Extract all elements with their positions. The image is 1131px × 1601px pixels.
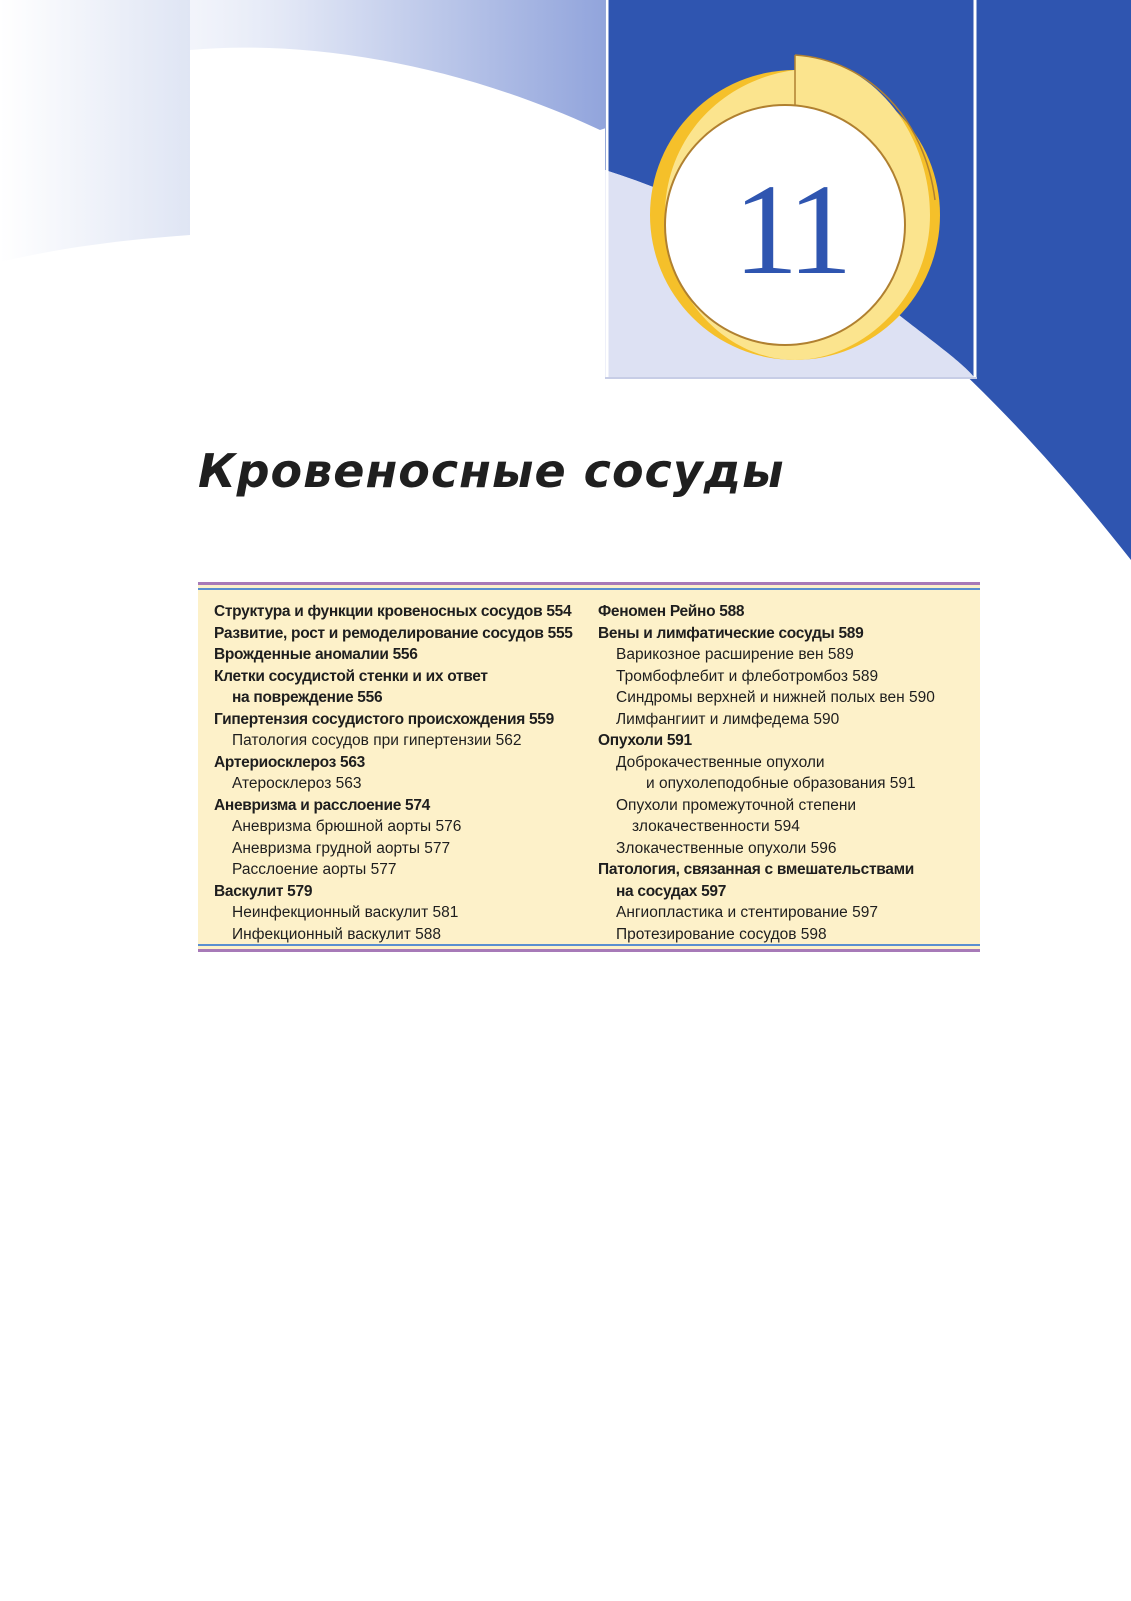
toc-entry: Расслоение аорты 577 bbox=[232, 861, 397, 878]
chapter-title: Кровеносные сосуды bbox=[198, 444, 785, 498]
toc-entry: Вены и лимфатические сосуды 589 bbox=[598, 624, 864, 642]
table-of-contents bbox=[198, 582, 980, 952]
toc-entry: Аневризма грудной аорты 577 bbox=[232, 839, 451, 857]
toc-entry: злокачественности 594 bbox=[632, 818, 800, 835]
toc-entry: Аневризма и расслоение 574 bbox=[214, 796, 430, 814]
toc-entry: Злокачественные опухоли 596 bbox=[616, 839, 837, 857]
toc-entry: Развитие, рост и ремоделирование сосудов 555 bbox=[214, 624, 573, 642]
toc-entry: Атеросклероз 563 bbox=[232, 775, 362, 792]
toc-entry: Феномен Рейно 588 bbox=[598, 603, 745, 620]
toc-entry: Врожденные аномалии 556 bbox=[214, 646, 418, 663]
toc-entry: Доброкачественные опухоли bbox=[616, 753, 825, 771]
toc-entry: Синдромы верхней и нижней полых вен 590 bbox=[616, 689, 935, 706]
toc-entry: Неинфекционный васкулит 581 bbox=[232, 904, 459, 921]
toc-entry: Тромбофлебит и флеботромбоз 589 bbox=[616, 667, 879, 685]
toc-entry: Васкулит 579 bbox=[214, 882, 313, 900]
toc-entry: Протезирование сосудов 598 bbox=[616, 925, 827, 943]
toc-entry: Лимфангиит и лимфедема 590 bbox=[616, 710, 840, 728]
toc-entry: и опухолеподобные образования 591 bbox=[646, 775, 916, 792]
toc-entry: Клетки сосудистой стенки и их ответ bbox=[214, 667, 488, 685]
toc-entry: Артериосклероз 563 bbox=[214, 753, 365, 771]
toc-entry: Аневризма брюшной аорты 576 bbox=[232, 818, 462, 835]
toc-entry: Опухоли промежуточной степени bbox=[616, 796, 857, 814]
toc-entry: Гипертензия сосудистого происхождения 559 bbox=[214, 710, 554, 728]
toc-entry: Патология, связанная с вмешательствами bbox=[598, 861, 915, 878]
toc-right-column bbox=[598, 601, 968, 945]
toc-entry: на сосудах 597 bbox=[616, 882, 727, 900]
toc-entry: Варикозное расширение вен 589 bbox=[616, 646, 854, 663]
toc-entry: Структура и функции кровеносных сосудов 554 bbox=[214, 603, 572, 620]
chapter-number: 11 bbox=[733, 158, 847, 302]
toc-entry: Патология сосудов при гипертензии 562 bbox=[232, 732, 522, 749]
toc-entry: на повреждение 556 bbox=[232, 689, 383, 706]
toc-entry: Опухоли 591 bbox=[598, 732, 692, 749]
toc-left-column bbox=[214, 601, 574, 945]
toc-entry: Инфекционный васкулит 588 bbox=[232, 925, 442, 943]
toc-entry: Ангиопластика и стентирование 597 bbox=[616, 904, 878, 921]
left-panel bbox=[0, 0, 190, 262]
